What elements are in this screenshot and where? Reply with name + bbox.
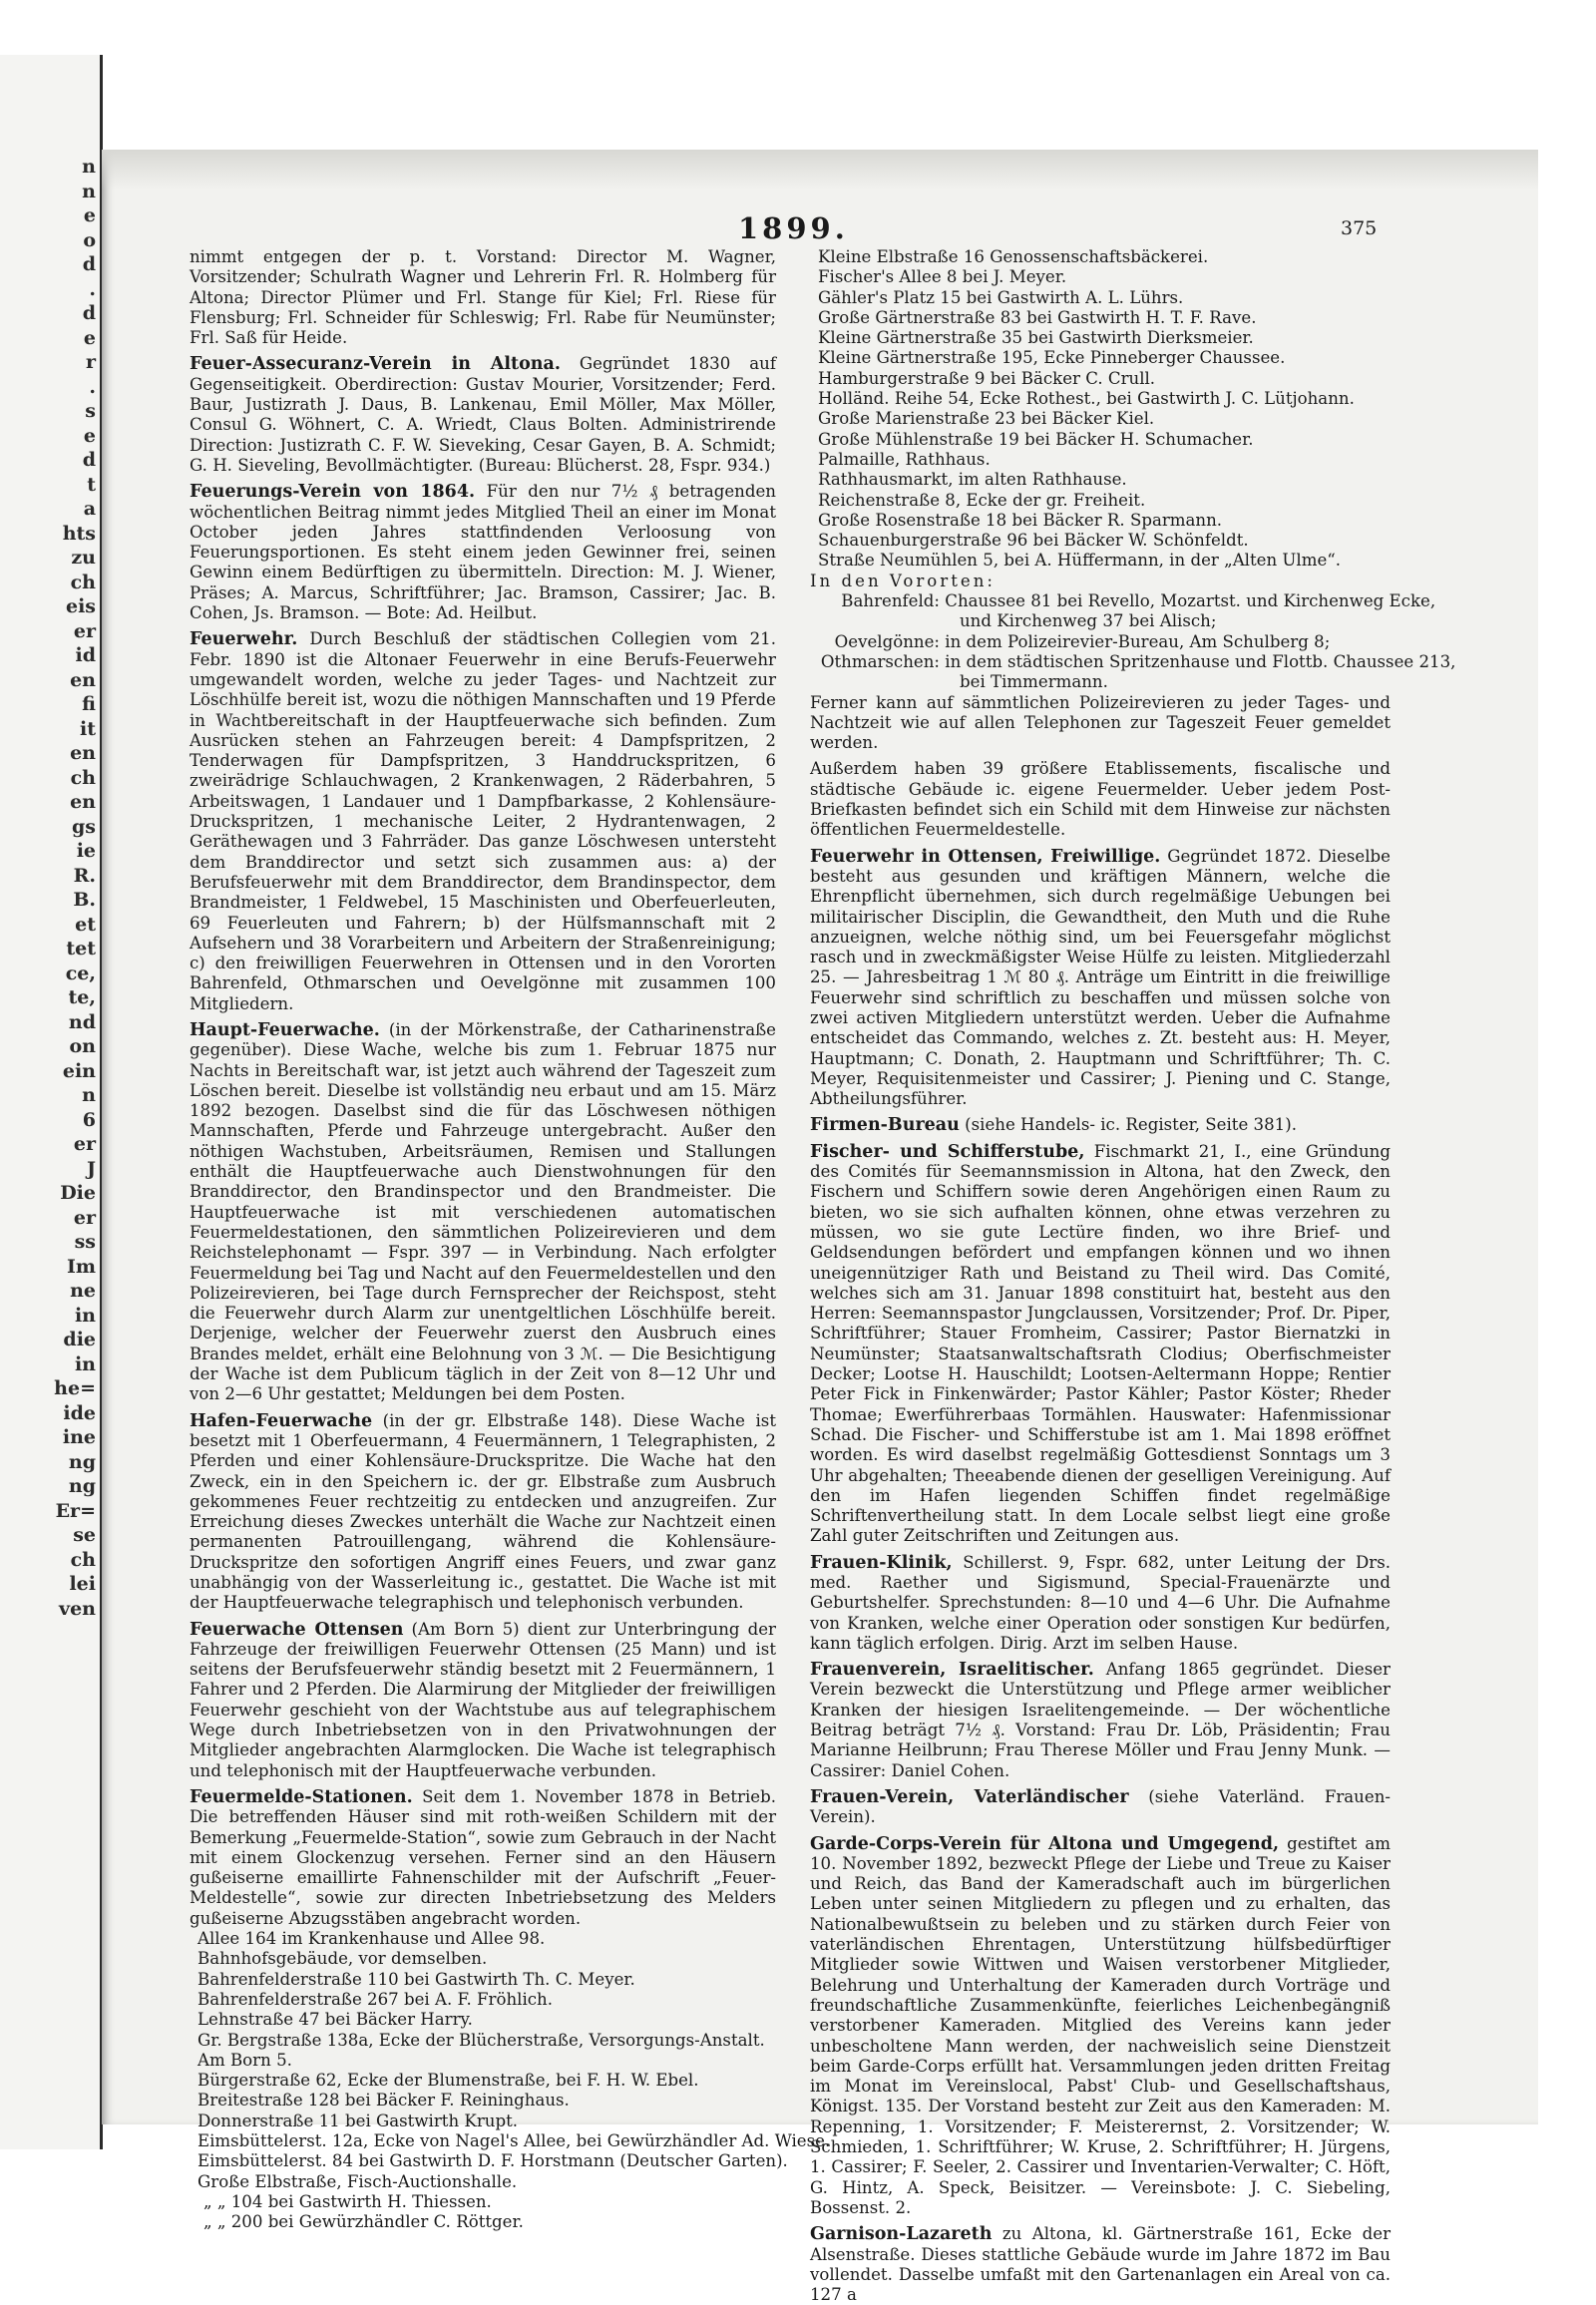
list-item: Schauenburgerstraße 96 bei Bäcker W. Schönfeldt.: [818, 531, 1249, 551]
prev-page-line: t: [87, 473, 96, 496]
entry-text: (Am Born 5) dient zur Unterbringung der Fahrzeuge der freiwilligen Feuerwehr Ottensen (25 Mann) und ist seitens der Berufsfeuerwehr ständig besetzt mit 2 Feuermännern, 1 Fahrer und 2 Pferden. Die Alarmirung der Mitglieder der freiwilligen Feuerwehr geschieht von der Wachtstube aus auf telegraphischem Wege durch Inbetriebsetzen von in den Privatwohnungen der Mitglieder angebrachten Alarmglocken. Die Wache ist telegraphisch und telephonisch mit der Hauptfeuerwache verbunden.: [190, 1619, 776, 1780]
prev-page-line: s: [85, 400, 96, 422]
prev-page-line: n: [82, 180, 96, 202]
entry-paragraph: [190, 354, 776, 476]
previous-page-fragment: [0, 55, 103, 2149]
list-item: Palmaille, Rathhaus.: [818, 449, 991, 469]
list-item: Bürgerstraße 62, Ecke der Blumenstraße, bei F. H. W. Ebel.: [198, 2071, 699, 2091]
prev-page-line: ch: [70, 571, 96, 593]
prev-page-line: e: [83, 424, 96, 447]
prev-page-line: zu: [71, 547, 96, 569]
vororte-row: [810, 591, 1436, 611]
entry-paragraph: [190, 1787, 776, 1929]
entry-heading: Garnison-Lazareth: [810, 2224, 993, 2245]
entry-text: Anfang 1865 gegründet. Dieser Verein bezweckt die Unterstützung und Pflege armer weiblicher Kranken der hiesigen Israelitengemeinde. — Der wöchentliche Beitrag beträgt 7½ ₰. Vorstand: Frau Dr. Löb, Präsidentin; Frau Marianne Heilbrunn; Frau Therese Möller und Frau Jenny Munk. — Cassirer: Daniel Cohen.: [810, 1660, 1391, 1780]
entry-paragraph: [190, 1020, 776, 1405]
prev-page-line: eis: [65, 595, 96, 617]
entry-paragraph: [810, 1115, 1391, 1135]
list-item: Kleine Gärtnerstraße 195, Ecke Pinneberger Chaussee.: [818, 348, 1286, 368]
entry-text: Durch Beschluß der städtischen Collegien vom 21. Febr. 1890 ist die Altonaer Feuerwehr in eine Berufs-Feuerwehr umgewandelt worden, welche zu jeder Tages- und Nachtzeit zur Löschhülfe bereit ist, wozu die nöthigen Mannschaften und 19 Pferde in Wachtbereitschaft in der Hauptfeuerwache sich befinden. Zum Ausrücken stehen an Fahrzeugen bereit: 4 Dampfspritzen, 2 Tenderwagen für Dampfspritzen, 3 Handdruckspritzen, 6 zweirädrige Schlauchwagen, 2 Krankenwagen, 2 Räderbahren, 5 Arbeitswagen, 1 Landauer und 1 Dampfbarkasse, 2 Kohlensäure-Druckspritzen, 1 mechanische Leiter, 2 Hydrantenwagen, 2 Geräthewagen und 3 Fahrräder. Das ganze Löschwesen untersteht dem Branddirector und setzt sich zusammen aus: a) der Berufsfeuerwehr mit dem Branddirector, dem Brandinspector, dem Brandmeister, 1 Feldwebel, 15 Maschinisten und Oberfeuerleuten, 69 Feuerleuten und Fahrern; b) der Hülfsmannschaft mit 2 Aufsehern und 38 Vorarbeitern und Arbeitern der Straßenreinigung; c) den freiwilligen Feuerwehren in Ottensen und in den Vororten Bahrenfeld, Othmarschen und Oevelgönne mit zusammen 100 Mitgliedern.: [190, 629, 776, 1013]
entry-paragraph: [810, 1834, 1391, 2219]
prev-page-line: d: [82, 253, 96, 275]
page-number: 375: [1341, 217, 1378, 239]
page-edge-shadow: [102, 150, 1538, 190]
prev-page-line: 6: [82, 1108, 96, 1131]
list-item: Große Mühlenstraße 19 bei Bäcker H. Schumacher.: [818, 429, 1254, 449]
vororte-section: [810, 571, 1456, 693]
entry-paragraph: [190, 1411, 776, 1614]
prev-page-line: hts: [62, 522, 96, 545]
prev-page-line: ven: [59, 1597, 96, 1620]
prev-page-line: er: [73, 619, 96, 642]
prev-page-line: lei: [69, 1573, 96, 1595]
prev-page-line: tet: [66, 938, 96, 960]
prev-page-line: d: [82, 302, 96, 324]
entry-heading: Feuer-Assecuranz-Verein in Altona.: [190, 354, 561, 375]
vororte-heading: In den Vororten:: [810, 571, 996, 590]
list-item: Kleine Gärtnerstraße 35 bei Gastwirth Dierksmeier.: [818, 328, 1254, 348]
prev-page-line: en: [70, 742, 96, 764]
prev-page-line: fi: [82, 693, 96, 715]
entry-heading: Fischer- und Schifferstube,: [810, 1141, 1085, 1162]
list-item: Lehnstraße 47 bei Bäcker Harry.: [198, 2010, 473, 2030]
entry-text: Ferner kann auf sämmtlichen Polizeirevieren zu jeder Tages- und Nachtzeit wie auf allen Telephonen zur Tageszeit Feuer gemeldet werden.: [810, 692, 1391, 753]
list-item: Gähler's Platz 15 bei Gastwirth A. L. Lührs.: [818, 287, 1184, 307]
entry-heading: Firmen-Bureau: [810, 1115, 960, 1136]
prev-page-line: ie: [76, 840, 96, 862]
entry-paragraph: [810, 1553, 1391, 1654]
list-item: Straße Neumühlen 5, bei A. Hüffermann, in der „Alten Ulme“.: [818, 551, 1342, 571]
list-item: Gr. Bergstraße 138a, Ecke der Blücherstraße, Versorgungs-Anstalt.: [198, 2030, 765, 2050]
entry-text: Seit dem 1. November 1878 in Betrieb. Die betreffenden Häuser sind mit roth-weißen Schildern mit der Bemerkung „Feuermelde-Station“, sowie zum Gebrauch in der Nacht mit einem Glockenzug versehen. Ferner sind an den Häusern gußeiserne emaillirte Fahnenschilder mit der Aufschrift „Feuer-Meldestelle“, sowie zur directen Inbetriebsetzung des Melders gußeiserne Abzugsstäben angebracht worden.: [190, 1786, 776, 1928]
list-item: Große Gärtnerstraße 83 bei Gastwirth H. T. F. Rave.: [818, 307, 1257, 327]
list-item: Bahrenfelderstraße 267 bei A. F. Fröhlich.: [198, 1989, 554, 2009]
prev-page-line: er: [73, 1206, 96, 1229]
entry-text: (siehe Handels- ic. Register, Seite 381).: [959, 1115, 1297, 1135]
list-item: Eimsbüttelerst. 12a, Ecke von Nagel's Allee, bei Gewürzhändler Ad. Wiese.: [198, 2131, 831, 2151]
feuermelde-list-continued: [810, 247, 1391, 572]
prev-page-line: ng: [68, 1450, 96, 1473]
list-item: Am Born 5.: [198, 2050, 292, 2070]
prev-page-line: ng: [68, 1475, 96, 1497]
entry-text: Gegründet 1872. Dieselbe besteht aus gesunden und kräftigen Männern, welche die Ehrenpflicht übernehmen, sich durch regelmäßige Uebungen bei militairischer Disciplin, die Gewandtheit, den Muth und die Ruhe anzueignen, welche nöthig sind, um bei Feuersgefahr möglichst rasch und in zweckmäßigster Weise Hülfe zu leisten. Mitgliederzahl 25. — Jahresbeitrag 1 ℳ 80 ₰. Anträge um Eintritt in die freiwillige Feuerwehr sind schriftlich zu beschaffen und müssen solche von zwei activen Mitgliedern unterstützt werden. Ueber die Aufnahme entscheidet das Commando, welches z. Zt. besteht aus: H. Meyer, Hauptmann; C. Donath, 2. Hauptmann und Schriftführer; Th. C. Meyer, Requisitenmeister und Cassirer; J. Piening und C. Stange, Abtheilungsführer.: [810, 846, 1391, 1109]
list-item: Bahrenfelderstraße 110 bei Gastwirth Th. C. Meyer.: [198, 1969, 635, 1989]
prev-page-line: die: [63, 1329, 96, 1350]
prev-page-line: .: [89, 277, 96, 300]
entry-text: Außerdem haben 39 größere Etablissements, fiscalische und städtische Gebäude ic. eigene Feuermelder. Ueber jedem Post-Briefkasten befindet sich ein Schild mit dem Hinweise zur nächsten öffentlichen Feuermeldestelle.: [810, 759, 1391, 840]
vororte-place: Bahrenfeld:: [841, 591, 940, 611]
prev-page-line: se: [73, 1524, 96, 1546]
feuermelde-ditto-list: [190, 2192, 776, 2233]
entry-text: Gegründet 1830 auf Gegenseitigkeit. Oberdirection: Gustav Mourier, Vorsitzender; Ferd. Baur, Justizrath J. Daus, B. Lankenau, Emil Möller, Max Möller, Consul G. Wöhnert, C. A. Wriedt, Claus Bolten. Administrirende Direction: Justizrath C. F. W. Sieveking, Cesar Gayen, B. A. Schmidt; G. H. Sieveling, Bevollmächtigter. (Bureau: Blücherst. 28, Fspr. 934.): [190, 354, 776, 475]
prev-page-line: id: [75, 644, 96, 666]
list-item: Große Elbstraße, Fisch-Auctionshalle.: [198, 2171, 518, 2191]
prev-page-line: te,: [68, 986, 96, 1008]
entry-heading: Frauenverein, Israelitischer.: [810, 1660, 1094, 1681]
prev-page-line: e: [83, 204, 96, 226]
entry-heading: Feuerungs-Verein von 1864.: [190, 482, 476, 503]
prev-page-line: ch: [70, 766, 96, 789]
entry-paragraph: [810, 1142, 1391, 1547]
entry-paragraph: [810, 2224, 1391, 2305]
prev-page-line: .: [89, 375, 96, 398]
list-item: „ „ 104 bei Gastwirth H. Thiessen.: [203, 2191, 492, 2211]
prev-page-line: r: [85, 351, 96, 373]
entry-text: (in der Mörkenstraße, der Catharinenstraße gegenüber). Diese Wache, welche bis zum 1. Februar 1875 nur Nachts in Bereitschaft war, ist jetzt auch während der Tageszeit zum Löschen bereit. Dieselbe ist vollständig neu erbaut und am 15. März 1892 bezogen. Daselbst sind die für das Löschwesen nöthigen Mannschaften, Pferde und Fahrzeuge untergebracht. Außer den nöthigen Wachstuben, Arbeitsräumen, Remisen und Stallungen enthält die Hauptfeuerwache auch Dienstwohnungen für den Branddirector, den Brandinspector und den Brandmeister. Die Hauptfeuerwache ist mit verschiedenen automatischen Feuermeldestationen, den sämmtlichen Polizeirevieren und dem Reichstelephonamt — Fspr. 397 — in Verbindung. Nach erfolgter Feuermeldung bei Tag und Nacht auf den Feuermeldestellen und den Polizeirevieren, bei Tage durch Fernsprecher der Reichspost, steht die Feuerwehr durch Alarm zur unentgeltlichen Löschhülfe bereit. Derjenige, welcher der Feuerwehr zuerst den Ausbruch eines Brandes meldet, erhält eine Belohnung von 3 ℳ. — Die Besichtigung der Wache ist dem Publicum täglich in der Zeit von 8—12 Uhr und von 2—6 Uhr gestattet; Meldungen bei dem Posten.: [190, 1019, 776, 1404]
prev-page-line: nd: [68, 1010, 96, 1033]
entry-paragraph: [810, 1660, 1391, 1781]
list-item: Holländ. Reihe 54, Ecke Rothest., bei Gastwirth J. C. Lütjohann.: [818, 389, 1355, 409]
entry-text: Fischmarkt 21, I., eine Gründung des Comités für Seemannsmission in Altona, hat den Zweck, den Fischern und Schiffern sowie deren Angehörigen einen Raum zu bieten, wo sie sich aufhalten können, ohne etwas verzehren zu müssen, wo sie gute Lectüre finden, wo ihre Brief- und Geldsendungen befördert und empfangen können und wo ihnen uneigennütziger Rath und Beistand zu Theil wird. Das Comité, welches sich am 31. Januar 1898 constituirt hat, besteht aus den Herren: Seemannspastor Jungclaussen, Vorsitzender; Prof. Dr. Piper, Schriftführer; Stauer Fromheim, Cassirer; Pastor Biernatzki in Neumünster; Staatsanwaltschaftsrath Clodius; Oberfischmeister Decker; Lootse H. Hauschildt; Lootsen-Aeltermann Hoppe; Rentier Peter Fick in Finkenwärder; Pastor Kähler; Pastor Köster; Rheder Thomae; Ewerführerbaas Tormählen. Hauswater: Hafenmissionar Schad. Die Fischer- und Schifferstube ist am 1. Mai 1898 eröffnet worden. Es wird daselbst regelmäßig Gottesdienst Sonntags um 3 Uhr abgehalten; Theeabende dienen der geselligen Vereinigung. Auf den im Hafen liegenden Schiffen findet regelmäßige Schriftenvertheilung statt. In dem Locale selbst liegt eine große Zahl guter Zeitschriften und Zeitungen aus.: [810, 1141, 1391, 1546]
vororte-row-continued: und Kirchenweg 37 bei Alisch;: [960, 611, 1217, 631]
prev-page-line: B.: [73, 889, 96, 911]
list-item: Kleine Elbstraße 16 Genossenschaftsbäckerei.: [818, 247, 1209, 266]
prev-page-line: n: [82, 156, 96, 178]
prev-page-line: ne: [70, 1280, 96, 1302]
entry-heading: Haupt-Feuerwache.: [190, 1019, 380, 1040]
list-item: Allee 164 im Krankenhause und Allee 98.: [198, 1929, 546, 1949]
prev-page-line: on: [69, 1035, 96, 1057]
entry-heading: Feuerwehr in Ottensen, Freiwillige.: [810, 846, 1161, 867]
prev-page-line: a: [83, 498, 96, 520]
text-paragraph: [810, 759, 1391, 840]
right-entries: [810, 693, 1391, 2305]
entry-heading: Hafen-Feuerwache: [190, 1410, 373, 1431]
entry-text: nimmt entgegen der p. t. Vorstand: Director M. Wagner, Vorsitzender; Schulrath Wagner und Lehrerin Frl. R. Holmberg für Altona; Director Plümer und Frl. Stange für Kiel; Frl. Riese für Flensburg; Frl. Schneider für Schleswig; Frl. Rabe für Neumünster; Frl. Saß für Heide.: [190, 247, 776, 348]
entry-text: zu Altona, kl. Gärtnerstraße 161, Ecke der Alsenstraße. Dieses stattliche Gebäude wurde im Jahre 1872 im Bau vollendet. Dasselbe umfaßt mit den Gartenanlagen ein Areal von ca. 127 a: [810, 2224, 1391, 2305]
entry-paragraph: [810, 847, 1391, 1110]
feuermelde-list: [190, 1929, 831, 2192]
page-year: 1899.: [738, 211, 849, 245]
entry-heading: Garde-Corps-Verein für Altona und Umgegend,: [810, 1833, 1280, 1854]
vororte-address: Chaussee 81 bei Revello, Mozartst. und Kirchenweg Ecke,: [945, 591, 1436, 611]
entry-heading: Feuerwehr.: [190, 629, 298, 650]
entry-text: (in der gr. Elbstraße 148). Diese Wache ist besetzt mit 1 Oberfeuermann, 4 Feuermännern, 1 Telegraphisten, 2 Pferden und einer Kohlensäure-Druckspritze. Die Wache hat den Zweck, ein in den Speichern ic. der gr. Elbstraße zum Ausbruch gekommenes Feuer rechtzeitig zu entdecken und anzugreifen. Zur Erreichung dieses Zweckes unterhält die Wache zur Nachtzeit einen permanenten Patrouillengang, während die Kohlensäure-Druckspritze den sofortigen Angriff eines Feuers, und zwar ganz unabhängig von der Wasserleitung ic., gestattet. Die Wache ist mit der Hauptfeuerwache telegraphisch und telephonisch verbunden.: [190, 1410, 776, 1613]
prev-page-line: Die: [60, 1182, 96, 1204]
list-item: Eimsbüttelerst. 84 bei Gastwirth D. F. Horstmann (Deutscher Garten).: [198, 2151, 788, 2171]
prev-page-line: in: [74, 1352, 96, 1375]
entry-paragraph: [190, 629, 776, 1014]
prev-page-line: Im: [67, 1255, 96, 1278]
entry-heading: Frauen-Verein, Vaterländischer: [810, 1786, 1129, 1807]
list-item: Breitestraße 128 bei Bäcker F. Reininghaus.: [198, 2091, 570, 2111]
prev-page-line: it: [80, 717, 96, 740]
list-item: „ „ 200 bei Gewürzhändler C. Röttger.: [203, 2212, 524, 2232]
prev-page-line: e: [83, 326, 96, 349]
prev-page-line: ein: [62, 1059, 96, 1082]
right-column: [810, 247, 1456, 2305]
vororte-rows: [810, 591, 1456, 692]
prev-page-line: ide: [63, 1401, 96, 1424]
entry-heading: Frauen-Klinik,: [810, 1552, 953, 1573]
prev-page-line: ce,: [65, 961, 96, 984]
entry-heading: Feuerwache Ottensen: [190, 1619, 404, 1640]
prev-page-line: ine: [62, 1426, 96, 1448]
list-item: Bahnhofsgebäude, vor demselben.: [198, 1949, 488, 1969]
vororte-address: in dem Polizeirevier-Bureau, Am Schulberg 8;: [945, 631, 1331, 651]
prev-page-line: gs: [72, 815, 96, 838]
left-column: [190, 247, 831, 2232]
vororte-row: [810, 632, 1391, 652]
entry-text: Für den nur 7½ ₰ betragenden wöchentlichen Beitrag nimmt jedes Mitglied Theil an einer im Monat October jeden Jahres stattfindenden Verloosung von Feuerungsportionen. Es steht einem jeden Gewinner frei, seinen Gewinn einem Bedürftigen zu übermitteln. Direction: M. J. Wiener, Präses; A. Marcus, Schriftführer; Jac. Bramson, Cassirer; Jac. B. Cohen, Js. Bramson. — Bote: Ad. Heilbut.: [190, 482, 776, 623]
entry-text: Schillerst. 9, Fspr. 682, unter Leitung der Drs. med. Raether und Sigismund, Special-Frauenärzte und Geburtshelfer. Sprechstunden: 8—10 und 4—6 Uhr. Die Aufnahme von Kranken, welche einer Operation oder sonstigen Kur bedürfen, kann täglich erfolgen. Dirig. Arzt im selben Hause.: [810, 1552, 1391, 1653]
list-item: Fischer's Allee 8 bei J. Meyer.: [818, 267, 1067, 287]
prev-page-line: o: [83, 228, 96, 251]
entry-paragraph: [190, 1620, 776, 1781]
prev-page-line: n: [82, 1084, 96, 1106]
prev-page-line: d: [82, 449, 96, 471]
prev-page-line: en: [70, 791, 96, 813]
list-item: Hamburgerstraße 9 bei Bäcker C. Crull.: [818, 368, 1156, 388]
entry-heading: Feuermelde-Stationen.: [190, 1786, 413, 1807]
vororte-place: Oevelgönne:: [834, 631, 940, 651]
vororte-row-continued: bei Timmermann.: [960, 672, 1108, 692]
list-item: Reichenstraße 8, Ecke der gr. Freiheit.: [818, 490, 1146, 510]
list-item: Große Marienstraße 23 bei Bäcker Kiel.: [818, 409, 1155, 429]
entry-paragraph: [810, 1787, 1391, 1828]
entry-paragraph: [190, 482, 776, 623]
prev-page-line: er: [73, 1133, 96, 1155]
prev-page-line: en: [70, 668, 96, 691]
text-paragraph: [190, 247, 776, 348]
prev-page-line: J: [87, 1157, 96, 1180]
prev-page-line: ch: [70, 1548, 96, 1571]
text-paragraph: [810, 693, 1391, 754]
list-item: Donnerstraße 11 bei Gastwirth Krupt.: [198, 2111, 519, 2130]
entry-text: gestiftet am 10. November 1892, bezweckt Pflege der Liebe und Treue zu Kaiser und Reich, das Band der Kameradschaft auch im bürgerlichen Leben unter seinen Mitgliedern zu pflegen und zu erhalten, das Nationalbewußtsein zu beleben und zu stärken durch Feier von vaterländischen Ehrentagen, Unterstützung hülfsbedürftiger Mitglieder sowie Wittwen und Waisen verstorbener Mitglieder, Belehrung und Unterhaltung der Kameraden durch Vorträge und freundschaftliche Zusammenkünfte, feierliches Leichenbegängniß verstorbener Kameraden. Mitglied des Vereins kann jeder unbescholtene Mann werden, der nachweislich seine Dienstzeit beim Garde-Corps erfüllt hat. Versammlungen jeden dritten Freitag im Monat im Vereinslocal, Pabst' Club- und Gesellschaftshaus, Königst. 135. Der Vorstand besteht zur Zeit aus den Kameraden: M. Repenning, 1. Vorsitzender; F. Meisterernst, 2. Vorsitzender; W. Schmieden, 1. Schriftführer; W. Kruse, 2. Schriftführer; H. Jürgens, 1. Cassirer; F. Seeler, 2. Cassirer und Inventarien-Verwalter; C. Höft, G. Hintz, A. Speck, Beisitzer. — Vereinsbote: J. C. Siebeling, Bossenst. 2.: [810, 1833, 1391, 2217]
list-item: Große Rosenstraße 18 bei Bäcker R. Sparmann.: [818, 510, 1223, 530]
prev-page-line: ss: [74, 1231, 96, 1253]
vororte-address: in dem städtischen Spritzenhause und Flottb. Chaussee 213,: [945, 651, 1456, 671]
prev-page-line: R.: [73, 864, 96, 887]
prev-page-line: in: [74, 1304, 96, 1327]
prev-page-line: he=: [54, 1377, 96, 1399]
prev-page-line: et: [75, 913, 96, 936]
list-item: Rathhausmarkt, im alten Rathhause.: [818, 470, 1127, 490]
prev-page-line: Er=: [55, 1499, 96, 1522]
vororte-row: [810, 651, 1456, 672]
entry-text: (siehe Vaterländ. Frauen-Verein).: [810, 1786, 1391, 1827]
vororte-place: Othmarschen:: [820, 651, 940, 671]
left-entries: [190, 247, 776, 1929]
